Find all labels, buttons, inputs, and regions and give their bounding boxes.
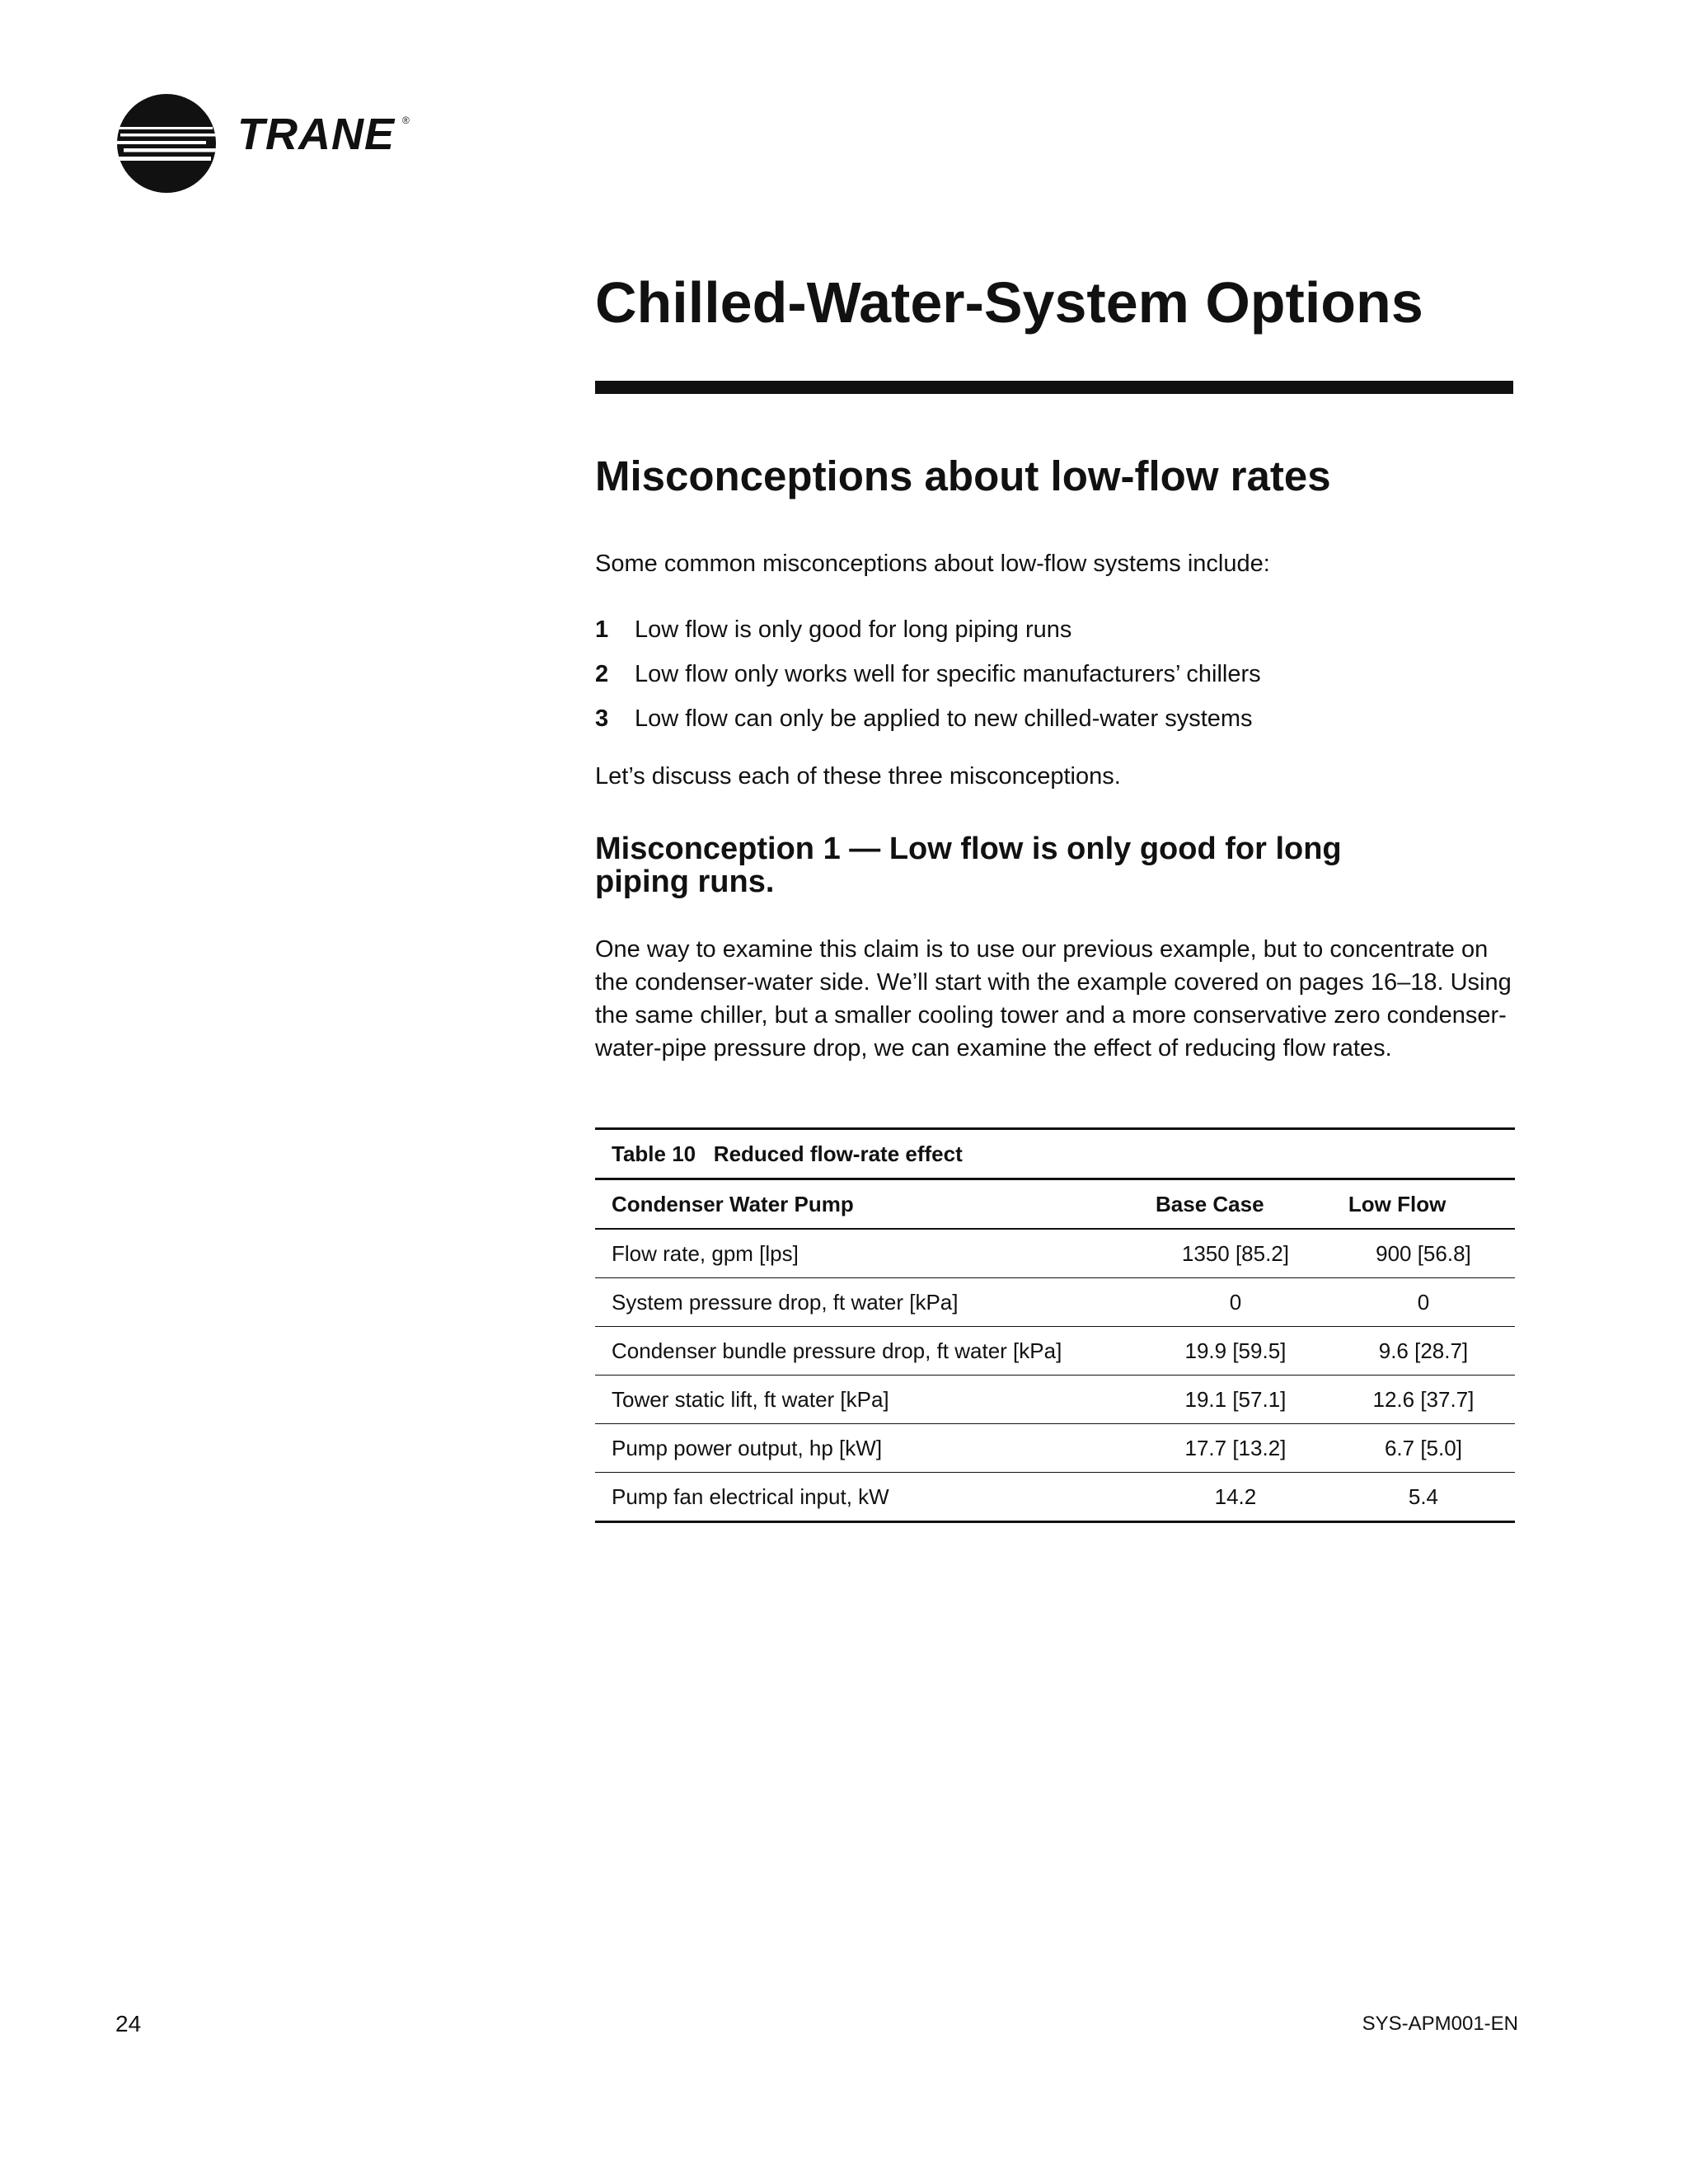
table-row bbox=[595, 1229, 1515, 1278]
list-item bbox=[595, 658, 1261, 702]
list-text: Low flow only works well for specific manufacturers’ chillers bbox=[635, 661, 1261, 687]
table-row bbox=[595, 1424, 1515, 1473]
page-number: 24 bbox=[115, 2011, 142, 2036]
base-case-value: 17.7 [13.2] bbox=[1139, 1424, 1332, 1473]
table-row bbox=[595, 1473, 1515, 1522]
registered-mark: ® bbox=[402, 115, 410, 126]
base-case-value: 19.9 [59.5] bbox=[1139, 1327, 1332, 1376]
table-caption-row bbox=[595, 1129, 1515, 1179]
low-flow-value: 5.4 bbox=[1332, 1473, 1515, 1522]
column-header: Base Case bbox=[1139, 1179, 1332, 1230]
subsection-title: Misconceptions about low-flow rates bbox=[595, 452, 1331, 499]
row-label: Pump fan electrical input, kW bbox=[595, 1473, 1139, 1522]
list-item bbox=[595, 702, 1261, 747]
section-title: Chilled-Water-System Options bbox=[595, 270, 1423, 335]
list-number: 2 bbox=[595, 661, 609, 687]
base-case-value: 1350 [85.2] bbox=[1139, 1229, 1332, 1278]
column-header: Condenser Water Pump bbox=[595, 1179, 1139, 1230]
low-flow-value: 12.6 [37.7] bbox=[1332, 1376, 1515, 1424]
row-label: Tower static lift, ft water [kPa] bbox=[595, 1376, 1139, 1424]
reduced-flow-table bbox=[595, 1127, 1515, 1523]
list-number: 1 bbox=[595, 616, 609, 643]
low-flow-value: 900 [56.8] bbox=[1332, 1229, 1515, 1278]
table-row bbox=[595, 1376, 1515, 1424]
row-label: Pump power output, hp [kW] bbox=[595, 1424, 1139, 1473]
low-flow-value: 0 bbox=[1332, 1278, 1515, 1327]
brand-wordmark: TRANE bbox=[237, 110, 395, 159]
row-label: System pressure drop, ft water [kPa] bbox=[595, 1278, 1139, 1327]
misconception-1-heading: Misconception 1 — Low flow is only good for long piping runs. bbox=[595, 832, 1342, 899]
column-header: Low Flow bbox=[1332, 1179, 1515, 1230]
misconception-1-body: One way to examine this claim is to use our previous example, but to concentrate on the condenser-water side. We’ll start with the example covered on pages 16–18. Using the same chiller, but a smaller cooling tower and a more conservative zero condenser-water-pipe pressure drop, we can examine the effect of reducing flow rates. bbox=[595, 936, 1512, 1062]
discuss-text: Let’s discuss each of these three misconceptions. bbox=[595, 763, 1121, 790]
list-number: 3 bbox=[595, 705, 609, 732]
list-text: Low flow can only be applied to new chilled-water systems bbox=[635, 705, 1253, 732]
document-code: SYS-APM001-EN bbox=[1362, 2013, 1518, 2035]
intro-text: Some common misconceptions about low-flow systems include: bbox=[595, 551, 1270, 577]
row-label: Condenser bundle pressure drop, ft water [kPa] bbox=[595, 1327, 1139, 1376]
trane-globe-icon bbox=[115, 92, 218, 194]
base-case-value: 14.2 bbox=[1139, 1473, 1332, 1522]
row-label: Flow rate, gpm [lps] bbox=[595, 1229, 1139, 1278]
misconception-list bbox=[595, 613, 1261, 747]
table-header-row bbox=[595, 1179, 1515, 1230]
list-text: Low flow is only good for long piping runs bbox=[635, 616, 1072, 643]
table-caption: Table 10 Reduced flow-rate effect bbox=[595, 1129, 1515, 1179]
low-flow-value: 6.7 [5.0] bbox=[1332, 1424, 1515, 1473]
table-row bbox=[595, 1278, 1515, 1327]
low-flow-value: 9.6 [28.7] bbox=[1332, 1327, 1515, 1376]
table-row bbox=[595, 1327, 1515, 1376]
title-rule bbox=[595, 381, 1513, 394]
base-case-value: 19.1 [57.1] bbox=[1139, 1376, 1332, 1424]
base-case-value: 0 bbox=[1139, 1278, 1332, 1327]
trane-logo bbox=[115, 92, 445, 194]
list-item bbox=[595, 613, 1261, 658]
